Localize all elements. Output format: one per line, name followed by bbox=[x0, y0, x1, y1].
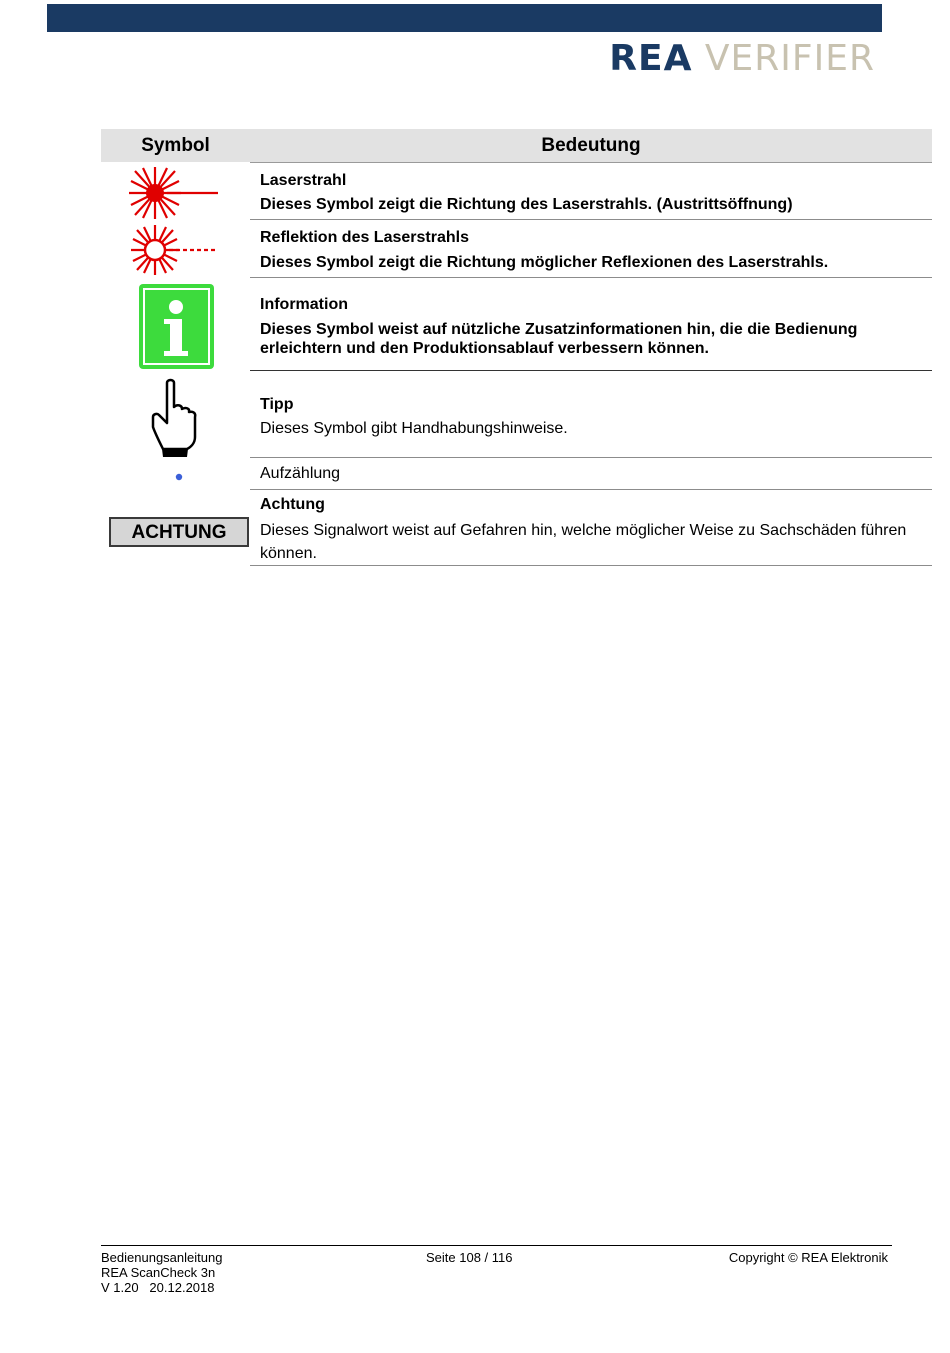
table-header bbox=[101, 129, 932, 162]
table-row bbox=[101, 490, 932, 566]
brand-light: VERIFIER bbox=[704, 38, 875, 79]
laser-beam-icon bbox=[101, 162, 250, 220]
footer-version: V 1.20 20.12.2018 bbox=[101, 1280, 215, 1295]
row-description: Aufzählung bbox=[260, 465, 341, 482]
brand-logo bbox=[609, 38, 875, 79]
footer-page-number: Seite 108 / 116 bbox=[426, 1250, 513, 1265]
row-description: Dieses Symbol weist auf nützliche Zusatzinformationen hin, die die Bedienung erleichtern und den Produktionsablauf verbessern können. bbox=[260, 321, 858, 357]
row-title: Information bbox=[260, 296, 348, 313]
header-meaning: Bedeutung bbox=[250, 129, 932, 163]
row-description: Dieses Symbol gibt Handhabungshinweise. bbox=[260, 420, 568, 437]
table-row bbox=[101, 220, 932, 278]
header-symbol: Symbol bbox=[141, 135, 210, 156]
footer-product: REA ScanCheck 3n bbox=[101, 1265, 216, 1280]
information-icon bbox=[101, 278, 250, 371]
row-description: Dieses Symbol zeigt die Richtung möglicher Reflexionen des Laserstrahls. bbox=[260, 254, 829, 271]
row-title: Laserstrahl bbox=[260, 172, 347, 189]
footer-copyright: Copyright © REA Elektronik bbox=[728, 1250, 888, 1265]
footer-divider bbox=[101, 1245, 892, 1246]
row-description: Dieses Signalwort weist auf Gefahren hin, welche möglicher Weise zu Sachschäden führen können. bbox=[260, 522, 907, 562]
laser-reflection-icon bbox=[101, 220, 250, 278]
pointing-hand-icon bbox=[101, 371, 250, 458]
row-description: Dieses Symbol zeigt die Richtung des Laserstrahls. (Austrittsöffnung) bbox=[260, 196, 793, 213]
achtung-label: ACHTUNG bbox=[109, 517, 249, 547]
bullet-icon bbox=[101, 458, 250, 490]
symbol-table bbox=[101, 129, 932, 566]
row-title: Tipp bbox=[260, 396, 294, 413]
row-title: Achtung bbox=[260, 496, 325, 513]
footer-doc-type: Bedienungsanleitung bbox=[101, 1250, 223, 1265]
table-row bbox=[101, 278, 932, 371]
table-row bbox=[101, 458, 932, 490]
brand-bold: REA bbox=[609, 38, 693, 79]
table-row bbox=[101, 371, 932, 458]
header-bar bbox=[47, 4, 882, 32]
row-title: Reflektion des Laserstrahls bbox=[260, 229, 469, 246]
table-row bbox=[101, 162, 932, 220]
footer-left bbox=[101, 1250, 222, 1295]
